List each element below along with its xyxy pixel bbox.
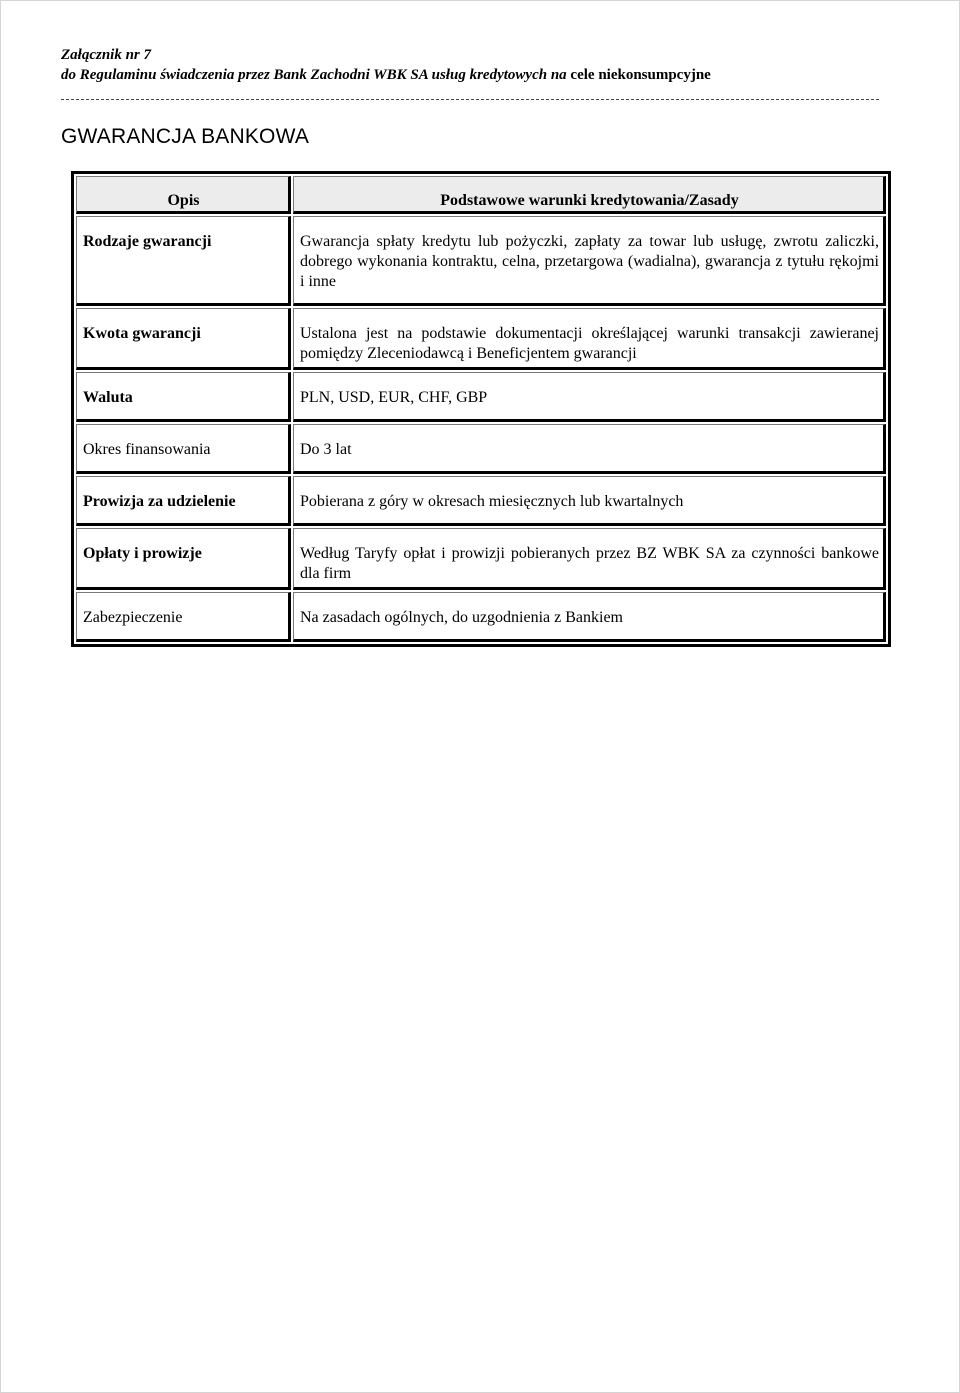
row-value-text: Według Taryfy opłat i prowizji pobieranych przez BZ WBK SA za czynności bankowe dla firm: [300, 545, 879, 582]
row-label-text: Opłaty i prowizje: [83, 545, 202, 562]
row-label: [76, 308, 291, 370]
annex-description-italic: do Regulaminu świadczenia przez Bank Zachodni WBK SA usług kredytowych na: [61, 67, 567, 83]
terms-table: [71, 171, 891, 647]
annex-description-plain: cele niekonsumpcyjne: [570, 67, 711, 83]
row-label: [76, 372, 291, 422]
row-value-text: Ustalona jest na podstawie dokumentacji określającej warunki transakcji zawieranej pomiędzy Zleceniodawcą i Beneficjentem gwarancji: [300, 325, 879, 362]
row-value-text: Na zasadach ogólnych, do uzgodnienia z Bankiem: [300, 609, 623, 626]
table-row: [76, 308, 886, 370]
row-value: [293, 592, 886, 642]
column-header-terms: Podstawowe warunki kredytowania/Zasady: [293, 176, 886, 214]
row-label: [76, 528, 291, 590]
table-row: [76, 528, 886, 590]
row-value: [293, 424, 886, 474]
row-value-text: Pobierana z góry w okresach miesięcznych lub kwartalnych: [300, 493, 684, 510]
table-row: [76, 476, 886, 526]
row-value: [293, 372, 886, 422]
row-value: [293, 528, 886, 590]
row-value: [293, 476, 886, 526]
row-value: [293, 308, 886, 370]
row-label-text: Kwota gwarancji: [83, 325, 201, 342]
row-value-text: Gwarancja spłaty kredytu lub pożyczki, zapłaty za towar lub usługę, zwrotu zaliczki, dobrego wykonania kontraktu, celna, przetargowa (wadialna), gwarancja z tytułu rękojmi i inne: [300, 233, 879, 290]
row-label-text: Okres finansowania: [83, 441, 211, 458]
row-label: [76, 592, 291, 642]
row-label: [76, 476, 291, 526]
row-label-text: Prowizja za udzielenie: [83, 493, 236, 510]
header-divider: [61, 99, 879, 100]
table-row: [76, 372, 886, 422]
row-value: [293, 216, 886, 306]
annex-number: Załącznik nr 7: [61, 47, 152, 63]
row-label-text: Waluta: [83, 389, 133, 406]
table-header-row: [76, 176, 886, 214]
table-row: [76, 424, 886, 474]
column-header-description: Opis: [76, 176, 291, 214]
table-row: [76, 216, 886, 306]
row-label-text: Zabezpieczenie: [83, 609, 183, 626]
annex-description: [61, 67, 711, 84]
row-value-text: PLN, USD, EUR, CHF, GBP: [300, 389, 488, 406]
document-title: GWARANCJA BANKOWA: [61, 125, 310, 148]
table-row: [76, 592, 886, 642]
row-label: [76, 424, 291, 474]
row-label-text: Rodzaje gwarancji: [83, 233, 212, 250]
row-value-text: Do 3 lat: [300, 441, 352, 458]
row-label: [76, 216, 291, 306]
